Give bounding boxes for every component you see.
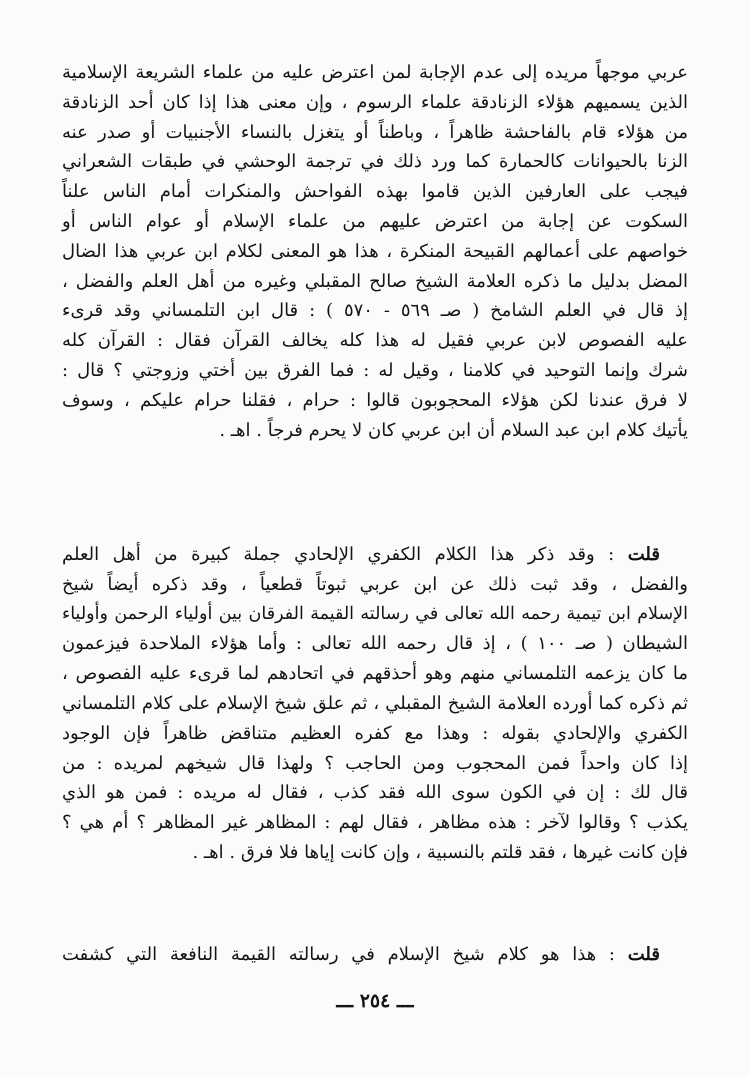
text-line bbox=[62, 940, 688, 970]
page-number: ـــ ٢٥٤ ـــ bbox=[336, 990, 414, 1012]
text-line bbox=[62, 540, 688, 570]
line-rest: : هذا هو كلام شيخ الإسلام في رسالته القيمة النافعة التي كشفت bbox=[62, 944, 615, 965]
text-line: عليه الفصوص لابن عربي فقيل له هذا كله يخالف القرآن فقال : القرآن كله bbox=[62, 330, 688, 352]
text-line: الذين يسميهم هؤلاء الزنادقة علماء الرسوم ، وإن معنى هذا إذا كان أحد الزنادقة bbox=[62, 91, 688, 113]
text-line: الشيطان ( صـ ١٠٠ ) ، إذ قال رحمه الله تعالى : وأما هؤلاء الملاحدة فيزعمون bbox=[62, 633, 688, 655]
text-line: والفضل ، وقد ثبت ذلك عن ابن عربي ثبوتاً قطعياً ، وقد ذكره أيضاً شيخ bbox=[62, 573, 688, 595]
qult-lead: قلت bbox=[627, 544, 660, 565]
text-line: ما كان يزعمه التلمساني منهم وهو أحذقهم في اتحادهم لما قرىء عليه الفصوص ، bbox=[62, 663, 688, 685]
text-line: شرك وإنما التوحيد في كلامنا ، وقيل له : فما الفرق بين أختي وزوجتي ؟ قال : bbox=[62, 359, 688, 381]
text-line: الإسلام ابن تيمية رحمه الله تعالى في رسالته القيمة الفرقان بين أولياء الرحمن وأولياء bbox=[62, 603, 688, 624]
text-line: ثم ذكره كما أورده العلامة الشيخ المقبلي ، ثم علق شيخ الإسلام على كلام التلمساني bbox=[62, 692, 688, 714]
text-line: لا فرق عندنا لكن هؤلاء المحجوبون قالوا : حرام ، فقلنا حرام عليكم ، وسوف bbox=[62, 389, 688, 411]
paragraph-3 bbox=[62, 940, 688, 970]
paragraph-2 bbox=[62, 540, 688, 868]
text-line: المضل بدليل ما ذكره العلامة الشيخ صالح المقبلي وغيره من أهل العلم والفضل ، bbox=[62, 270, 688, 292]
text-line: السكوت عن إجابة من اعترض عليهم من علماء الإسلام أو عوام الناس أو bbox=[62, 210, 688, 232]
text-line: فيجب على العارفين الذين قاموا بهذه الفواحش والمنكرات أمام الناس علناً bbox=[62, 181, 688, 203]
text-line: الكفري والإلحادي بقوله : وهذا مع كفره العظيم متناقض ظاهراً فإن الوجود bbox=[62, 722, 688, 744]
text-line: يأتيك كلام ابن عبد السلام أن ابن عربي كان لا يحرم فرجاً . اهـ . bbox=[219, 419, 688, 441]
line-rest: : وقد ذكر هذا الكلام الكفري الإلحادي جملة كبيرة من أهل العلم bbox=[62, 544, 615, 565]
paragraph-1 bbox=[62, 58, 688, 445]
text-line: من هؤلاء قام بالفاحشة ظاهراً ، وباطناً أو يتغزل بالنساء الأجنبيات أو صدر عنه bbox=[62, 121, 688, 143]
qult-lead: قلت bbox=[627, 944, 660, 965]
text-line: خواصهم على أعمالهم القبيحة المنكرة ، هذا هو المعنى لكلام ابن عربي هذا الضال bbox=[62, 240, 688, 262]
text-line: فإن كانت غيرها ، فقد قلتم بالنسبية ، وإن كانت إياها فلا فرق . اهـ . bbox=[192, 841, 688, 863]
text-line: الزنا بالحيوانات كالحمارة كما ورد ذلك في ترجمة الوحشي في طبقات الشعراني bbox=[62, 151, 688, 173]
text-line: عربي موجهاً مريده إلى عدم الإجابة لمن اعترض عليه من علماء الشريعة الإسلامية bbox=[62, 62, 688, 83]
text-line: يكذب ؟ وقالوا لآخر : هذه مظاهر ، فقال لهم : المظاهر غير المظاهر ؟ أم هي ؟ bbox=[62, 812, 688, 834]
text-line: إذا كان واحداً فمن المحجوب ومن الحاجب ؟ ولهذا قال شيخهم لمريده : من bbox=[62, 752, 688, 774]
text-line: قال لك : إن في الكون سوى الله فقد كذب ، فقال له مريده : فمن هو الذي bbox=[62, 782, 688, 804]
text-line: إذ قال في العلم الشامخ ( صـ ٥٦٩ - ٥٧٠ ) : قال ابن التلمساني وقد قرىء bbox=[62, 300, 688, 322]
